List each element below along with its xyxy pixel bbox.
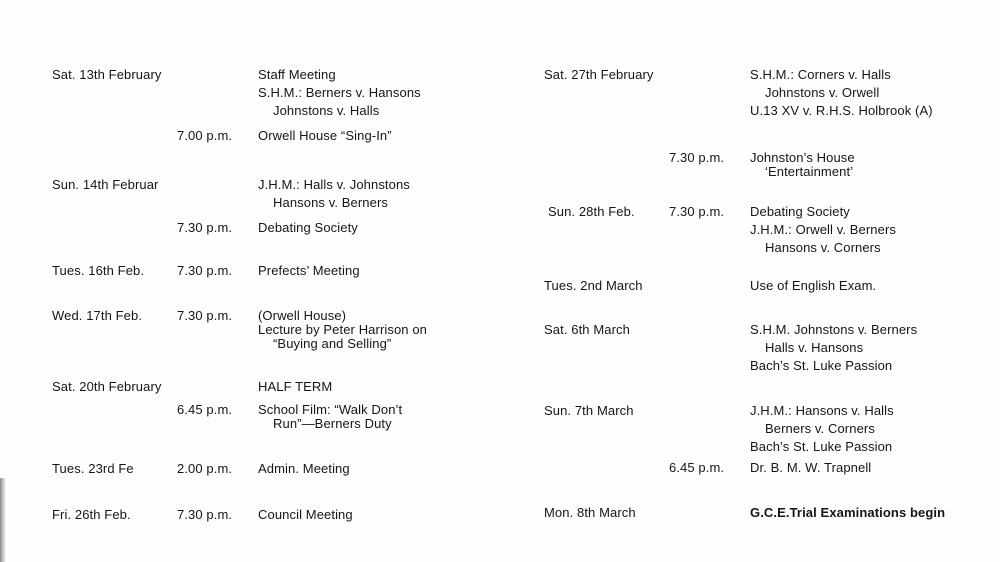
event-line: ‘Entertainment’ xyxy=(765,164,854,179)
event-line: S.H.M.: Berners v. Hansons xyxy=(258,85,421,100)
event-description xyxy=(750,459,871,477)
event-line: Johnstons v. Orwell xyxy=(765,85,880,100)
event-date: Sat. 20th February xyxy=(52,379,162,394)
event-date: Mon. 8th March xyxy=(544,505,636,520)
event-description xyxy=(258,460,350,478)
event-description xyxy=(750,277,876,295)
event-description xyxy=(750,66,933,120)
event-line: Orwell House “Sing-In” xyxy=(258,128,392,143)
event-date: Fri. 26th Feb. xyxy=(52,507,131,522)
event-time: 2.00 p.m. xyxy=(177,461,233,476)
event-line: Lecture by Peter Harrison on xyxy=(258,322,427,337)
event-line: “Buying and Selling” xyxy=(273,336,392,351)
event-line: Berners v. Corners xyxy=(765,421,875,436)
event-line: S.H.M.: Corners v. Halls xyxy=(750,67,891,82)
event-line: Halls v. Hansons xyxy=(765,340,864,355)
event-line: Hansons v. Corners xyxy=(765,240,881,255)
event-line: Bach’s St. Luke Passion xyxy=(750,439,893,454)
event-time: 7.00 p.m. xyxy=(177,128,233,143)
event-date: Sat. 13th February xyxy=(52,67,162,82)
event-description xyxy=(750,151,855,179)
event-description xyxy=(750,402,894,456)
event-line: HALF TERM xyxy=(258,379,333,394)
event-date: Tues. 16th Feb. xyxy=(52,263,145,278)
event-date: Tues. 2nd March xyxy=(544,278,643,293)
event-line: Run”—Berners Duty xyxy=(273,416,392,431)
event-line: Prefects’ Meeting xyxy=(258,263,360,278)
event-line: Debating Society xyxy=(750,204,850,219)
event-line: Dr. B. M. W. Trapnell xyxy=(750,460,872,475)
event-time: 6.45 p.m. xyxy=(177,402,233,417)
event-date: Sun. 14th Februar xyxy=(52,177,159,192)
event-description xyxy=(258,127,392,145)
event-line: Admin. Meeting xyxy=(258,461,350,476)
event-time: 7.30 p.m. xyxy=(177,507,233,522)
event-date: Wed. 17th Feb. xyxy=(52,308,143,323)
event-line: G.C.E.Trial Examinations begin xyxy=(750,505,946,520)
event-line: Hansons v. Berners xyxy=(273,195,388,210)
event-line: Johnston’s House xyxy=(750,150,855,165)
event-line: Use of English Exam. xyxy=(750,278,877,293)
event-description xyxy=(258,403,402,431)
event-line: Johnstons v. Halls xyxy=(273,103,380,118)
event-line: J.H.M.: Orwell v. Berners xyxy=(750,222,897,237)
event-time: 7.30 p.m. xyxy=(669,150,725,165)
event-date: Sat. 27th February xyxy=(544,67,654,82)
event-line: (Orwell House) xyxy=(258,308,347,323)
event-description xyxy=(258,506,353,524)
event-line: Debating Society xyxy=(258,220,358,235)
event-line: U.13 XV v. R.H.S. Holbrook (A) xyxy=(750,103,933,118)
event-date: Tues. 23rd Fe xyxy=(52,461,134,476)
event-description xyxy=(750,321,917,375)
event-description xyxy=(258,378,332,396)
event-time: 7.30 p.m. xyxy=(177,308,233,323)
event-description xyxy=(258,262,360,280)
event-time: 7.30 p.m. xyxy=(177,220,233,235)
event-description xyxy=(750,504,945,522)
event-line: Council Meeting xyxy=(258,507,353,522)
event-date: Sun. 28th Feb. xyxy=(548,204,635,219)
event-description xyxy=(258,309,427,351)
event-date: Sat. 6th March xyxy=(544,322,630,337)
event-line: Staff Meeting xyxy=(258,67,336,82)
event-time: 7.30 p.m. xyxy=(177,263,233,278)
page-edge-shadow xyxy=(0,478,6,562)
event-line: S.H.M. Johnstons v. Berners xyxy=(750,322,918,337)
event-description xyxy=(258,66,421,120)
event-date: Sun. 7th March xyxy=(544,403,634,418)
event-description xyxy=(258,176,410,212)
event-line: School Film: “Walk Don’t xyxy=(258,402,403,417)
event-description xyxy=(750,203,896,257)
event-time: 6.45 p.m. xyxy=(669,460,725,475)
event-line: Bach’s St. Luke Passion xyxy=(750,358,893,373)
event-line: J.H.M.: Hansons v. Halls xyxy=(750,403,894,418)
event-line: J.H.M.: Halls v. Johnstons xyxy=(258,177,410,192)
event-description xyxy=(258,219,358,237)
event-time: 7.30 p.m. xyxy=(669,204,725,219)
